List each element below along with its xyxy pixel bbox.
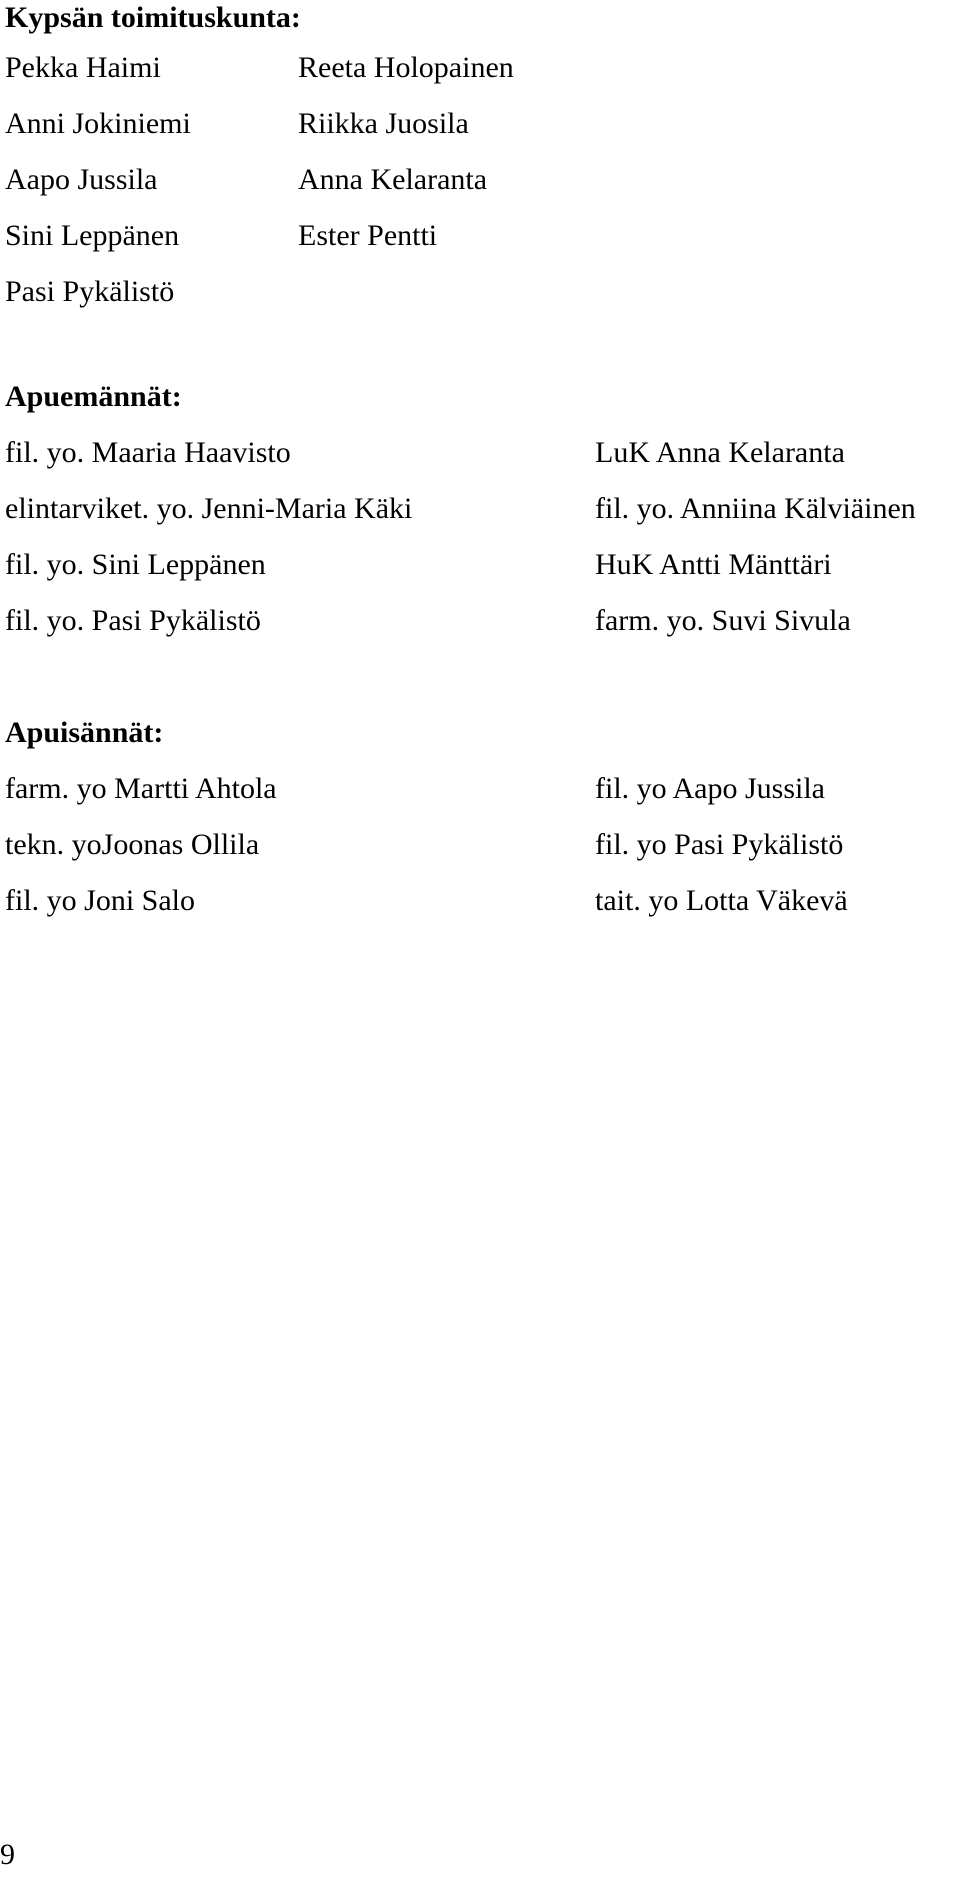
apuisanta-entry: tait. yo Lotta Väkevä (595, 884, 848, 917)
apuemanta-entry: fil. yo. Pasi Pykälistö (5, 604, 261, 637)
apuisanta-entry: fil. yo Aapo Jussila (595, 772, 825, 805)
section-heading-apuisannat: Apuisännät: (5, 716, 164, 749)
apuisanta-entry: fil. yo Joni Salo (5, 884, 196, 917)
committee-member: Pekka Haimi (5, 51, 161, 84)
committee-member: Ester Pentti (298, 219, 438, 252)
committee-left-column (5, 40, 191, 320)
apuemannat-left-column (5, 425, 412, 649)
committee-member: Anni Jokiniemi (5, 107, 191, 140)
apuemanta-entry: LuK Anna Kelaranta (595, 436, 845, 469)
apuisannat-left-column (5, 761, 277, 929)
committee-member: Riikka Juosila (298, 107, 469, 140)
apuemanta-entry: farm. yo. Suvi Sivula (595, 604, 851, 637)
committee-member: Anna Kelaranta (298, 163, 488, 196)
apuemanta-entry: elintarviket. yo. Jenni-Maria Käki (5, 492, 413, 525)
committee-member: Aapo Jussila (5, 163, 158, 196)
apuemanta-entry: fil. yo. Sini Leppänen (5, 548, 266, 581)
apuemanta-entry: fil. yo. Maaria Haavisto (5, 436, 291, 469)
apuemanta-entry: fil. yo. Anniina Kälviäinen (595, 492, 916, 525)
apuisanta-entry: tekn. yoJoonas Ollila (5, 828, 260, 861)
committee-member: Sini Leppänen (5, 219, 180, 252)
apuisannat-right-column (595, 761, 848, 929)
page-number: 9 (0, 1838, 15, 1871)
apuemanta-entry: HuK Antti Mänttäri (595, 548, 832, 581)
committee-member: Reeta Holopainen (298, 51, 514, 84)
committee-member: Pasi Pykälistö (5, 275, 175, 308)
apuemannat-right-column (595, 425, 916, 649)
apuisanta-entry: farm. yo Martti Ahtola (5, 772, 277, 805)
apuisanta-entry: fil. yo Pasi Pykälistö (595, 828, 844, 861)
section-heading-apuemannat: Apuemännät: (5, 380, 182, 413)
section-heading-committee: Kypsän toimituskunta: (5, 1, 301, 34)
committee-right-column (298, 40, 514, 264)
